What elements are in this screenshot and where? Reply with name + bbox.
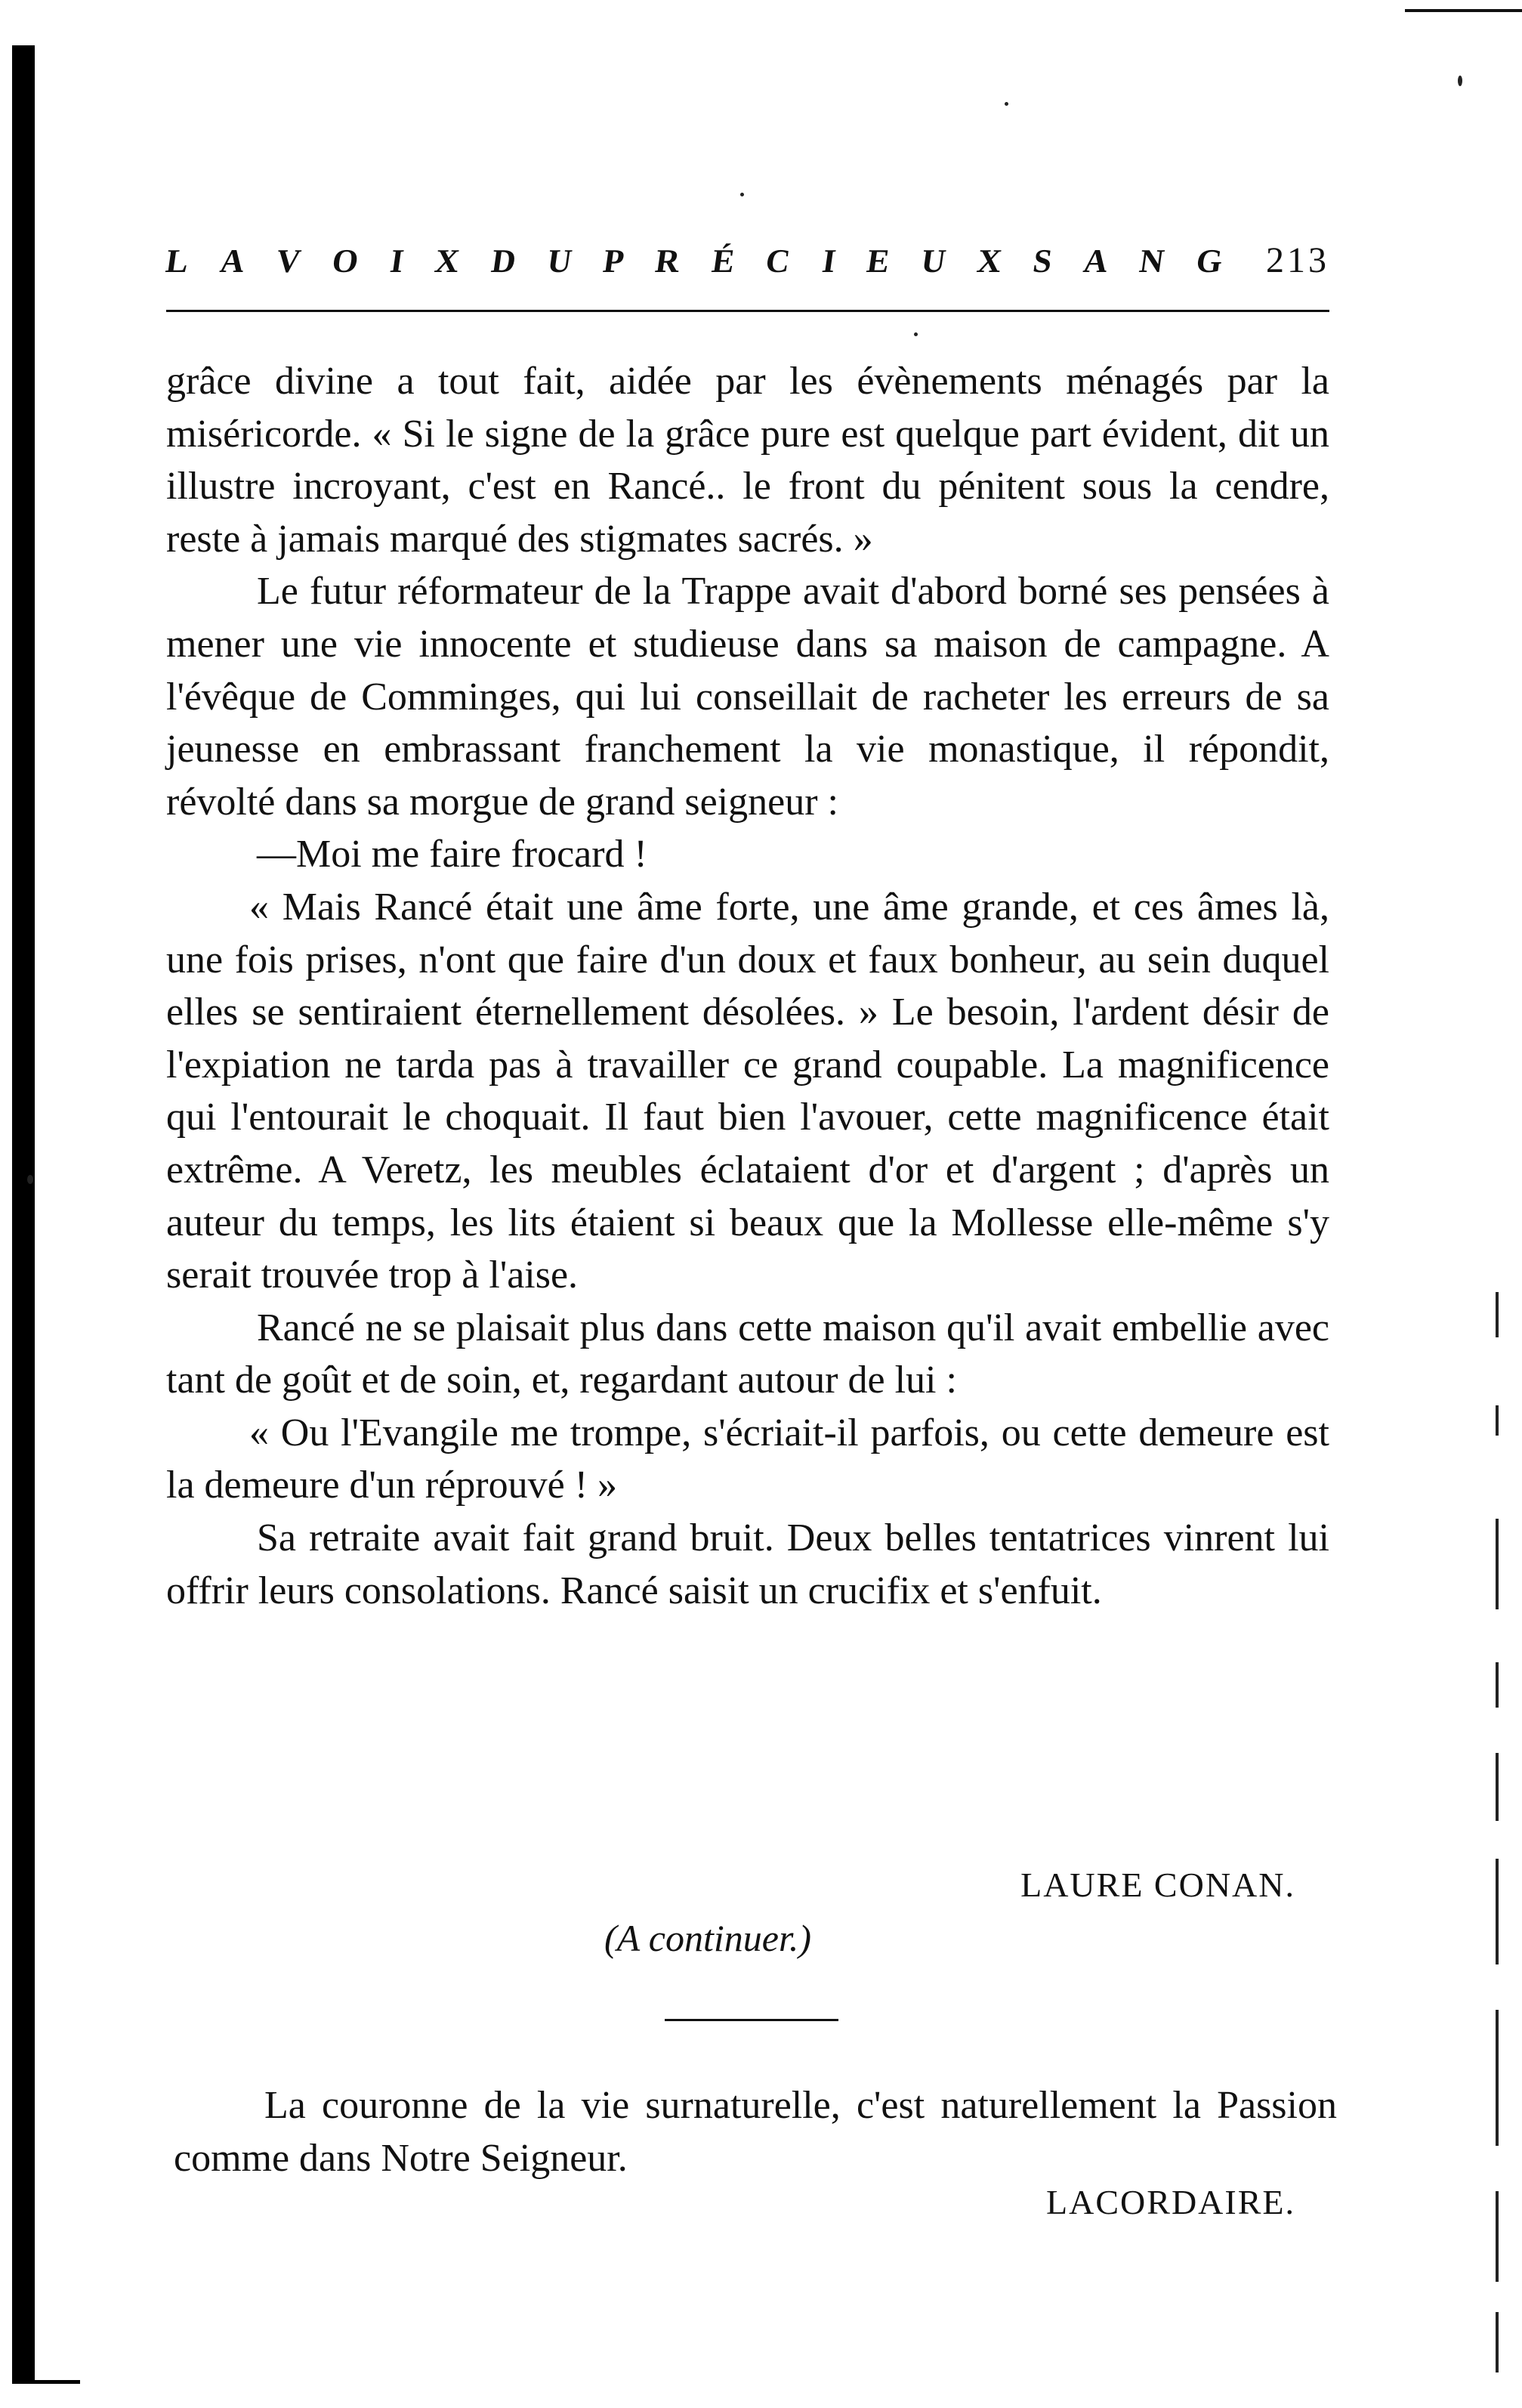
running-title-glyph: C (763, 242, 795, 280)
paragraph: « Mais Rancé était une âme forte, une âme grande, et ces âmes là, une fois prises, n'ont que faire d'un doux et faux bonheur, au sein duquel elles se sentiraient éternellement désolées. » Le besoin, l'ardent désir de l'expiation ne tarda pas à travailler ce grand coupable. La magnificence qui l'entourait le choquait. Il faut bien l'avouer, cette magnificence était extrême. A Veretz, les meubles éclataient d'or et d'argent ; d'après un auteur du temps, les lits étaient si beaux que la Mollesse elle-même s'y serait trouvée trop à l'aise. (166, 885, 1329, 1297)
epigraph-author: LACORDAIRE. (1046, 2183, 1295, 2221)
running-title-glyph: P (600, 242, 628, 280)
running-title-glyph: X (974, 242, 1006, 280)
scan-edge-mark (1496, 1405, 1499, 1436)
running-title-glyph: V (273, 242, 305, 280)
scan-speck (1005, 102, 1008, 106)
running-title-glyph: A (1081, 242, 1113, 280)
running-title-glyph: É (709, 242, 739, 280)
running-title-glyph: U (545, 242, 576, 280)
article-body (166, 355, 1329, 1617)
scan-edge-mark (1496, 1519, 1499, 1609)
author-signature: LAURE CONAN. (1020, 1866, 1295, 1904)
running-title-glyph: I (820, 242, 840, 280)
paragraph: Le futur réformateur de la Trappe avait d'abord borné ses pensées à mener une vie innocente et studieuse dans sa maison de campagne. A l'évêque de Comminges, qui lui conseillait de racheter les erreurs de sa jeunesse en embrassant franchement la vie monastique, il répondit, révolté dans sa morgue de grand seigneur : (166, 570, 1329, 824)
running-title-glyph: L (163, 242, 193, 280)
scan-edge-mark (1496, 1753, 1499, 1821)
scan-edge-mark (1496, 1662, 1499, 1708)
running-title-glyph: U (918, 242, 950, 280)
scan-edge-mark (1496, 2010, 1499, 2146)
scan-speck (914, 332, 918, 336)
continuation-note: (A continuer.) (604, 1917, 812, 1959)
running-title-glyph: D (489, 242, 520, 280)
running-title-glyph: O (329, 242, 363, 280)
epigraph (174, 2079, 1337, 2185)
page-header (163, 238, 1329, 283)
scan-speck (27, 1175, 33, 1184)
running-title-glyph: R (653, 242, 684, 280)
running-title-glyph: I (387, 242, 408, 280)
running-title-glyph: A (218, 242, 249, 280)
scan-edge-mark (1496, 1292, 1499, 1337)
paragraph: Sa retraite avait fait grand bruit. Deux belles tentatrices vinrent lui offrir leurs consolations. Rancé saisit un crucifix et s'enfuit. (166, 1516, 1329, 1612)
section-separator (665, 2019, 838, 2021)
paragraph: Rancé ne se plaisait plus dans cette maison qu'il avait embellie avec tant de goût et de soin, et, regardant autour de lui : (166, 1306, 1329, 1402)
corner-rule (1405, 9, 1522, 12)
running-title-glyph: N (1137, 242, 1169, 280)
epigraph-text: La couronne de la vie surnaturelle, c'est naturellement la Passion comme dans Notre Seigneur. (174, 2084, 1337, 2180)
paragraph-continuation: grâce divine a tout fait, aidée par les évènements ménagés par la miséricorde. « Si le signe de la grâce pure est quelque part évident, dit un illustre incroyant, c'est en Rancé.. le front du pénitent sous la cendre, reste à jamais marqué des stigmates sacrés. » (166, 360, 1329, 561)
paragraph-dialogue: —Moi me faire frocard ! (257, 833, 647, 876)
scan-edge-mark (1496, 2312, 1499, 2372)
running-title-glyph: G (1193, 242, 1227, 280)
scan-edge-mark (1496, 2191, 1499, 2282)
scan-speck (1458, 76, 1462, 86)
binding-edge (12, 45, 35, 2380)
running-title (163, 238, 1227, 283)
header-rule (166, 310, 1329, 312)
paragraph-quote: « Ou l'Evangile me trompe, s'écriait-il parfois, ou cette demeure est la demeure d'un réprouvé ! » (166, 1411, 1329, 1507)
page-number: 213 (1266, 240, 1329, 280)
scan-speck (740, 193, 744, 196)
running-title-glyph: X (432, 242, 464, 280)
running-title-glyph: S (1030, 242, 1057, 280)
binding-edge-foot (12, 2380, 80, 2384)
scan-edge-mark (1496, 1859, 1499, 1964)
running-title-glyph: E (864, 242, 894, 280)
